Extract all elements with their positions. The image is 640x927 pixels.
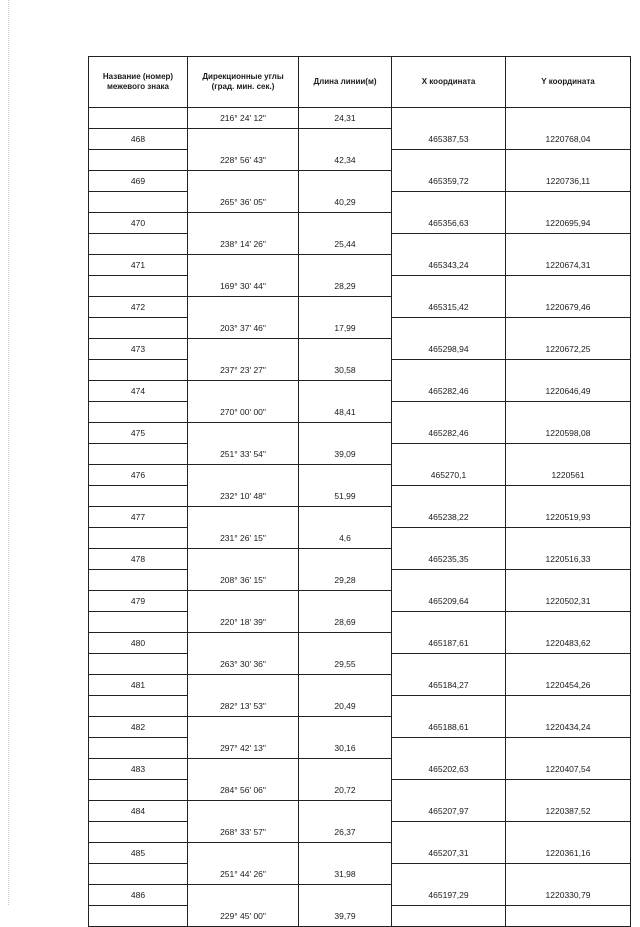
direction-angle-cell bbox=[188, 759, 299, 780]
table-row bbox=[89, 675, 631, 696]
mark-name-cell bbox=[89, 738, 188, 759]
direction-angle-cell bbox=[188, 675, 299, 696]
direction-angle-cell: 251° 33' 54" bbox=[188, 444, 299, 465]
direction-angle-cell bbox=[188, 297, 299, 318]
line-length-cell: 39,09 bbox=[299, 444, 392, 465]
y-coordinate-cell bbox=[506, 864, 631, 885]
line-length-cell: 17,99 bbox=[299, 318, 392, 339]
table-row bbox=[89, 570, 631, 591]
mark-name-cell: 473 bbox=[89, 339, 188, 360]
mark-name-cell bbox=[89, 486, 188, 507]
table-row bbox=[89, 864, 631, 885]
x-coordinate-cell: 465238,22 bbox=[392, 507, 506, 528]
line-length-cell: 39,79 bbox=[299, 906, 392, 927]
direction-angle-cell bbox=[188, 423, 299, 444]
direction-angle-cell bbox=[188, 717, 299, 738]
header-y-coordinate: Y координата bbox=[506, 57, 631, 108]
x-coordinate-cell bbox=[392, 276, 506, 297]
line-length-cell bbox=[299, 759, 392, 780]
mark-name-cell: 470 bbox=[89, 213, 188, 234]
mark-name-cell: 481 bbox=[89, 675, 188, 696]
mark-name-cell: 483 bbox=[89, 759, 188, 780]
mark-name-cell bbox=[89, 864, 188, 885]
direction-angle-cell: 232° 10' 48" bbox=[188, 486, 299, 507]
y-coordinate-cell: 1220483,62 bbox=[506, 633, 631, 654]
mark-name-cell: 482 bbox=[89, 717, 188, 738]
x-coordinate-cell bbox=[392, 822, 506, 843]
mark-name-cell bbox=[89, 906, 188, 927]
mark-name-cell bbox=[89, 570, 188, 591]
table-row bbox=[89, 360, 631, 381]
table-row bbox=[89, 213, 631, 234]
x-coordinate-cell bbox=[392, 696, 506, 717]
line-length-cell: 30,58 bbox=[299, 360, 392, 381]
x-coordinate-cell bbox=[392, 150, 506, 171]
mark-name-cell: 471 bbox=[89, 255, 188, 276]
table-row bbox=[89, 339, 631, 360]
mark-name-cell: 479 bbox=[89, 591, 188, 612]
y-coordinate-cell bbox=[506, 486, 631, 507]
direction-angle-cell bbox=[188, 465, 299, 486]
x-coordinate-cell: 465343,24 bbox=[392, 255, 506, 276]
mark-name-cell: 468 bbox=[89, 129, 188, 150]
line-length-cell bbox=[299, 843, 392, 864]
line-length-cell: 20,72 bbox=[299, 780, 392, 801]
x-coordinate-cell: 465282,46 bbox=[392, 381, 506, 402]
direction-angle-cell: 203° 37' 46" bbox=[188, 318, 299, 339]
x-coordinate-cell bbox=[392, 654, 506, 675]
y-coordinate-cell: 1220330,79 bbox=[506, 885, 631, 906]
line-length-cell: 51,99 bbox=[299, 486, 392, 507]
table-row bbox=[89, 318, 631, 339]
direction-angle-cell bbox=[188, 129, 299, 150]
mark-name-cell: 478 bbox=[89, 549, 188, 570]
table-row bbox=[89, 402, 631, 423]
line-length-cell: 48,41 bbox=[299, 402, 392, 423]
direction-angle-cell: 268° 33' 57" bbox=[188, 822, 299, 843]
direction-angle-cell bbox=[188, 339, 299, 360]
y-coordinate-cell bbox=[506, 906, 631, 927]
mark-name-cell bbox=[89, 402, 188, 423]
table-row bbox=[89, 171, 631, 192]
line-length-cell: 28,29 bbox=[299, 276, 392, 297]
table-row bbox=[89, 255, 631, 276]
mark-name-cell bbox=[89, 192, 188, 213]
table-row bbox=[89, 780, 631, 801]
y-coordinate-cell bbox=[506, 276, 631, 297]
line-length-cell: 29,28 bbox=[299, 570, 392, 591]
table-header-row bbox=[89, 57, 631, 108]
mark-name-cell: 476 bbox=[89, 465, 188, 486]
coordinates-table bbox=[88, 56, 631, 927]
direction-angle-cell: 229° 45' 00" bbox=[188, 906, 299, 927]
y-coordinate-cell: 1220387,52 bbox=[506, 801, 631, 822]
line-length-cell bbox=[299, 297, 392, 318]
table-row bbox=[89, 528, 631, 549]
direction-angle-cell: 169° 30' 44" bbox=[188, 276, 299, 297]
table-row bbox=[89, 654, 631, 675]
y-coordinate-cell: 1220768,04 bbox=[506, 129, 631, 150]
table-row bbox=[89, 276, 631, 297]
x-coordinate-cell: 465270,1 bbox=[392, 465, 506, 486]
table-row bbox=[89, 381, 631, 402]
table-row bbox=[89, 465, 631, 486]
x-coordinate-cell: 465235,35 bbox=[392, 549, 506, 570]
header-line-length: Длина линии(м) bbox=[299, 57, 392, 108]
mark-name-cell bbox=[89, 276, 188, 297]
direction-angle-cell bbox=[188, 591, 299, 612]
mark-name-cell bbox=[89, 318, 188, 339]
x-coordinate-cell: 465188,61 bbox=[392, 717, 506, 738]
line-length-cell bbox=[299, 675, 392, 696]
direction-angle-cell: 238° 14' 26" bbox=[188, 234, 299, 255]
y-coordinate-cell bbox=[506, 780, 631, 801]
direction-angle-cell bbox=[188, 843, 299, 864]
x-coordinate-cell: 465187,61 bbox=[392, 633, 506, 654]
y-coordinate-cell: 1220679,46 bbox=[506, 297, 631, 318]
table-row bbox=[89, 549, 631, 570]
mark-name-cell: 485 bbox=[89, 843, 188, 864]
direction-angle-cell bbox=[188, 507, 299, 528]
table-row bbox=[89, 507, 631, 528]
x-coordinate-cell: 465207,97 bbox=[392, 801, 506, 822]
scan-edge-marks bbox=[8, 0, 10, 905]
y-coordinate-cell bbox=[506, 108, 631, 129]
mark-name-cell: 477 bbox=[89, 507, 188, 528]
y-coordinate-cell bbox=[506, 696, 631, 717]
direction-angle-cell: 231° 26' 15" bbox=[188, 528, 299, 549]
x-coordinate-cell: 465197,29 bbox=[392, 885, 506, 906]
line-length-cell bbox=[299, 423, 392, 444]
direction-angle-cell: 216° 24' 12" bbox=[188, 108, 299, 129]
line-length-cell: 24,31 bbox=[299, 108, 392, 129]
line-length-cell bbox=[299, 171, 392, 192]
line-length-cell: 42,34 bbox=[299, 150, 392, 171]
table-row bbox=[89, 423, 631, 444]
table-row bbox=[89, 612, 631, 633]
x-coordinate-cell bbox=[392, 108, 506, 129]
table-row bbox=[89, 633, 631, 654]
line-length-cell bbox=[299, 381, 392, 402]
table-row bbox=[89, 591, 631, 612]
y-coordinate-cell bbox=[506, 738, 631, 759]
line-length-cell bbox=[299, 339, 392, 360]
y-coordinate-cell bbox=[506, 822, 631, 843]
mark-name-cell: 480 bbox=[89, 633, 188, 654]
x-coordinate-cell bbox=[392, 444, 506, 465]
x-coordinate-cell bbox=[392, 612, 506, 633]
y-coordinate-cell: 1220672,25 bbox=[506, 339, 631, 360]
line-length-cell: 4,6 bbox=[299, 528, 392, 549]
x-coordinate-cell: 465202,63 bbox=[392, 759, 506, 780]
header-boundary-mark: Название (номер) межевого знака bbox=[89, 57, 188, 108]
x-coordinate-cell bbox=[392, 402, 506, 423]
table-row bbox=[89, 801, 631, 822]
line-length-cell bbox=[299, 129, 392, 150]
y-coordinate-cell: 1220434,24 bbox=[506, 717, 631, 738]
x-coordinate-cell bbox=[392, 906, 506, 927]
table-row bbox=[89, 696, 631, 717]
table-row bbox=[89, 234, 631, 255]
line-length-cell bbox=[299, 591, 392, 612]
direction-angle-cell: 220° 18' 39" bbox=[188, 612, 299, 633]
y-coordinate-cell: 1220516,33 bbox=[506, 549, 631, 570]
table-body bbox=[89, 108, 631, 927]
line-length-cell bbox=[299, 801, 392, 822]
x-coordinate-cell: 465356,63 bbox=[392, 213, 506, 234]
mark-name-cell bbox=[89, 654, 188, 675]
y-coordinate-cell: 1220561 bbox=[506, 465, 631, 486]
direction-angle-cell: 270° 00' 00" bbox=[188, 402, 299, 423]
y-coordinate-cell: 1220502,31 bbox=[506, 591, 631, 612]
mark-name-cell bbox=[89, 108, 188, 129]
x-coordinate-cell bbox=[392, 486, 506, 507]
direction-angle-cell: 208° 36' 15" bbox=[188, 570, 299, 591]
line-length-cell bbox=[299, 633, 392, 654]
x-coordinate-cell: 465298,94 bbox=[392, 339, 506, 360]
mark-name-cell: 475 bbox=[89, 423, 188, 444]
line-length-cell: 30,16 bbox=[299, 738, 392, 759]
direction-angle-cell: 297° 42' 13" bbox=[188, 738, 299, 759]
y-coordinate-cell: 1220674,31 bbox=[506, 255, 631, 276]
y-coordinate-cell bbox=[506, 150, 631, 171]
mark-name-cell bbox=[89, 612, 188, 633]
x-coordinate-cell: 465209,64 bbox=[392, 591, 506, 612]
table-row bbox=[89, 843, 631, 864]
direction-angle-cell: 284° 56' 06" bbox=[188, 780, 299, 801]
direction-angle-cell bbox=[188, 549, 299, 570]
line-length-cell: 26,37 bbox=[299, 822, 392, 843]
table-row bbox=[89, 885, 631, 906]
direction-angle-cell bbox=[188, 633, 299, 654]
header-x-coordinate: X координата bbox=[392, 57, 506, 108]
mark-name-cell bbox=[89, 780, 188, 801]
direction-angle-cell: 263° 30' 36" bbox=[188, 654, 299, 675]
x-coordinate-cell: 465184,27 bbox=[392, 675, 506, 696]
direction-angle-cell bbox=[188, 255, 299, 276]
mark-name-cell bbox=[89, 822, 188, 843]
direction-angle-cell: 282° 13' 53" bbox=[188, 696, 299, 717]
direction-angle-cell bbox=[188, 381, 299, 402]
x-coordinate-cell bbox=[392, 234, 506, 255]
x-coordinate-cell: 465359,72 bbox=[392, 171, 506, 192]
y-coordinate-cell bbox=[506, 528, 631, 549]
y-coordinate-cell: 1220407,54 bbox=[506, 759, 631, 780]
direction-angle-cell bbox=[188, 885, 299, 906]
line-length-cell bbox=[299, 549, 392, 570]
x-coordinate-cell bbox=[392, 864, 506, 885]
y-coordinate-cell: 1220598,08 bbox=[506, 423, 631, 444]
y-coordinate-cell bbox=[506, 402, 631, 423]
line-length-cell bbox=[299, 465, 392, 486]
y-coordinate-cell bbox=[506, 318, 631, 339]
line-length-cell bbox=[299, 885, 392, 906]
direction-angle-cell bbox=[188, 213, 299, 234]
table-row bbox=[89, 759, 631, 780]
line-length-cell: 20,49 bbox=[299, 696, 392, 717]
x-coordinate-cell: 465387,53 bbox=[392, 129, 506, 150]
header-direction-angle: Дирекционные углы (град. мин. сек.) bbox=[188, 57, 299, 108]
table-row bbox=[89, 192, 631, 213]
table-row bbox=[89, 297, 631, 318]
table-row bbox=[89, 822, 631, 843]
line-length-cell: 40,29 bbox=[299, 192, 392, 213]
x-coordinate-cell bbox=[392, 360, 506, 381]
y-coordinate-cell: 1220736,11 bbox=[506, 171, 631, 192]
table-row bbox=[89, 108, 631, 129]
y-coordinate-cell bbox=[506, 570, 631, 591]
line-length-cell bbox=[299, 507, 392, 528]
mark-name-cell bbox=[89, 150, 188, 171]
line-length-cell bbox=[299, 717, 392, 738]
x-coordinate-cell: 465207,31 bbox=[392, 843, 506, 864]
y-coordinate-cell bbox=[506, 612, 631, 633]
x-coordinate-cell bbox=[392, 192, 506, 213]
mark-name-cell: 469 bbox=[89, 171, 188, 192]
y-coordinate-cell bbox=[506, 192, 631, 213]
y-coordinate-cell bbox=[506, 654, 631, 675]
direction-angle-cell bbox=[188, 171, 299, 192]
mark-name-cell bbox=[89, 234, 188, 255]
x-coordinate-cell: 465315,42 bbox=[392, 297, 506, 318]
direction-angle-cell: 251° 44' 26" bbox=[188, 864, 299, 885]
mark-name-cell: 484 bbox=[89, 801, 188, 822]
y-coordinate-cell: 1220519,93 bbox=[506, 507, 631, 528]
y-coordinate-cell bbox=[506, 444, 631, 465]
x-coordinate-cell bbox=[392, 318, 506, 339]
x-coordinate-cell bbox=[392, 570, 506, 591]
table-row bbox=[89, 150, 631, 171]
y-coordinate-cell: 1220361,16 bbox=[506, 843, 631, 864]
y-coordinate-cell bbox=[506, 360, 631, 381]
line-length-cell bbox=[299, 213, 392, 234]
x-coordinate-cell: 465282,46 bbox=[392, 423, 506, 444]
x-coordinate-cell bbox=[392, 738, 506, 759]
direction-angle-cell: 265° 36' 05" bbox=[188, 192, 299, 213]
mark-name-cell bbox=[89, 444, 188, 465]
y-coordinate-cell: 1220454,26 bbox=[506, 675, 631, 696]
mark-name-cell bbox=[89, 360, 188, 381]
direction-angle-cell: 228° 56' 43" bbox=[188, 150, 299, 171]
mark-name-cell: 486 bbox=[89, 885, 188, 906]
table-row bbox=[89, 738, 631, 759]
mark-name-cell: 472 bbox=[89, 297, 188, 318]
table-row bbox=[89, 717, 631, 738]
line-length-cell bbox=[299, 255, 392, 276]
direction-angle-cell bbox=[188, 801, 299, 822]
x-coordinate-cell bbox=[392, 528, 506, 549]
line-length-cell: 25,44 bbox=[299, 234, 392, 255]
line-length-cell: 28,69 bbox=[299, 612, 392, 633]
y-coordinate-cell: 1220695,94 bbox=[506, 213, 631, 234]
mark-name-cell bbox=[89, 528, 188, 549]
table-row bbox=[89, 906, 631, 927]
y-coordinate-cell bbox=[506, 234, 631, 255]
table-row bbox=[89, 486, 631, 507]
y-coordinate-cell: 1220646,49 bbox=[506, 381, 631, 402]
line-length-cell: 29,55 bbox=[299, 654, 392, 675]
table-row bbox=[89, 129, 631, 150]
mark-name-cell: 474 bbox=[89, 381, 188, 402]
x-coordinate-cell bbox=[392, 780, 506, 801]
table-row bbox=[89, 444, 631, 465]
line-length-cell: 31,98 bbox=[299, 864, 392, 885]
direction-angle-cell: 237° 23' 27" bbox=[188, 360, 299, 381]
mark-name-cell bbox=[89, 696, 188, 717]
